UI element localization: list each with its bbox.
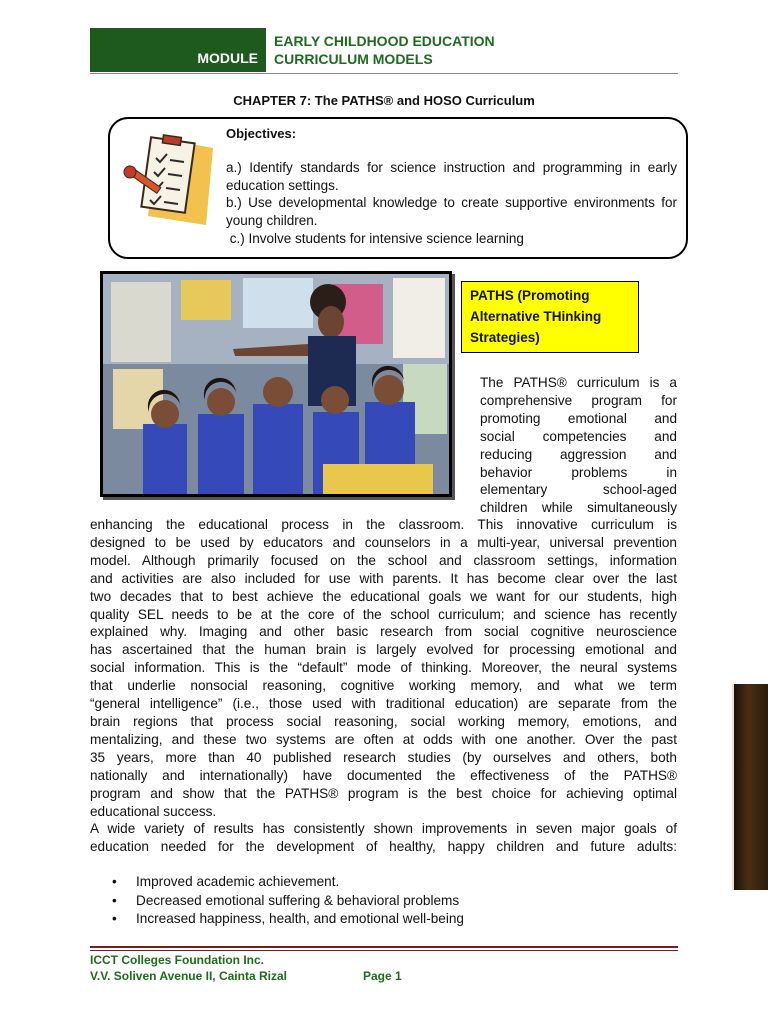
objectives-heading: Objectives: [226, 126, 297, 141]
objective-item: c.) Involve students for intensive science learning [226, 231, 524, 246]
text-line: social information. This is the “default” mode of thinking. Moreover, the neural systems [90, 660, 677, 676]
text-line: model. Although primarily focused on the school and classroom settings, information [90, 552, 677, 568]
objective-item: b.) Use developmental knowledge to create supportive environments for young children. [226, 195, 677, 228]
bullet-icon: • [112, 892, 117, 908]
text-line: reducing aggression and [480, 446, 677, 462]
clipboard-checklist-icon [118, 130, 218, 230]
text-line: has ascertained that the human brain is largely evolved for processing emotional and [90, 642, 677, 658]
text-line: behavior problems in [480, 464, 677, 480]
text-line: and activities are also included for use with parents. It has become clear over the last [90, 570, 677, 586]
text-line: designed to be used by educators and counselors in a multi-year, universal prevention [90, 534, 677, 550]
text-line: The PATHS® curriculum is a [480, 375, 677, 390]
text-line: elementary school-aged [480, 482, 677, 498]
footer-divider [90, 946, 678, 948]
text-line: 35 years, more than 40 published research studies (by ourselves and others, both [90, 749, 677, 765]
text-line: program and show that the PATHS® program is the best choice for achieving optimal [90, 785, 677, 801]
paths-title-box: PATHS (Promoting Alternative THinking Strategies) [461, 281, 639, 353]
side-photo-fragment [732, 684, 768, 890]
paths-intro-paragraph [480, 374, 677, 517]
text-line: nationally and internationally) have documented the effectiveness of the PATHS® [90, 767, 677, 783]
text-line: social competencies and [480, 428, 677, 444]
bullet-icon: • [112, 874, 117, 889]
text-line: brain regions that process social reasoning, social working memory, emotions, and [90, 713, 677, 729]
text-line: educational success. [90, 803, 217, 819]
objective-item: a.) Identify standards for science instruction and programming in early education settings. [226, 160, 677, 193]
text-line: mentalizing, and these two systems are often at odds with one another. Over the past [90, 731, 677, 747]
list-item [90, 910, 677, 929]
text-line: “general intelligence” (i.e., those used with traditional education) are separate from the [90, 696, 677, 712]
text-line: children while simultaneously [480, 500, 677, 516]
list-item-text: Increased happiness, health, and emotional well-being [136, 911, 464, 926]
chapter-title: CHAPTER 7: The PATHS® and HOSO Curriculum [233, 93, 535, 108]
text-line: two decades that to best achieve the educational goals we want for our students, high [90, 588, 677, 604]
text-line: education needed for the development of healthy, happy children and future adults: [90, 839, 677, 855]
bullet-icon: • [112, 911, 117, 926]
text-line: enhancing the educational process in the classroom. This innovative curriculum is [90, 517, 677, 532]
list-item [90, 892, 677, 911]
text-line: promoting emotional and [480, 410, 677, 426]
footer-divider-thin [90, 950, 678, 951]
list-item-text: Improved academic achievement. [136, 874, 340, 889]
header-divider [90, 73, 678, 74]
classroom-photo [100, 271, 452, 497]
header-title-line2: CURRICULUM MODELS [274, 51, 433, 67]
goals-bullet-list [90, 873, 677, 929]
module-label: MODULE [197, 50, 258, 66]
list-item [90, 873, 677, 892]
paths-body-paragraph [90, 516, 677, 856]
footer-address: V.V. Soliven Avenue II, Cainta Rizal [90, 969, 287, 983]
text-line: comprehensive program for [480, 392, 677, 408]
page-number: Page 1 [363, 969, 402, 983]
text-line: A wide variety of results has consistently shown improvements in seven major goals of [90, 821, 677, 837]
text-line: that underlie nonsocial reasoning, cognitive working memory, and what we term [90, 678, 677, 694]
text-line: quality SEL needs to be at the core of the school curriculum; and science has recently [90, 606, 677, 622]
footer-org: ICCT Colleges Foundation Inc. [90, 953, 264, 967]
list-item-text: Decreased emotional suffering & behavioral problems [136, 892, 460, 908]
header-title-line1: EARLY CHILDHOOD EDUCATION [274, 33, 495, 49]
text-line: explained why. Imaging and other basic research from social cognitive neuroscience [90, 624, 677, 640]
